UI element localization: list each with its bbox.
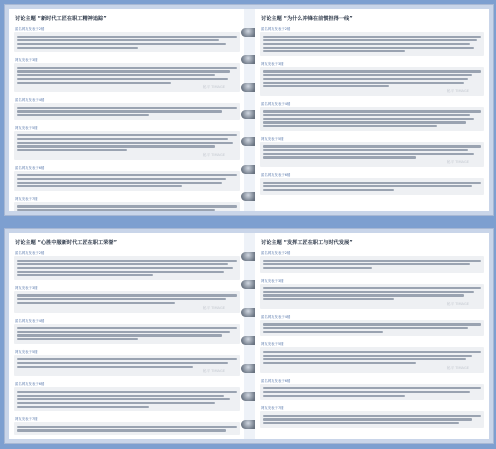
text-line xyxy=(263,156,416,158)
text-line xyxy=(17,67,237,69)
post-header[interactable]: 网友发表于3楼 xyxy=(261,61,284,66)
post-header[interactable]: 匿名网友发表于2楼 xyxy=(261,251,291,255)
text-line xyxy=(263,110,481,112)
text-line xyxy=(17,302,175,304)
post-header[interactable]: 网友发表于7楼 xyxy=(15,196,38,201)
text-line xyxy=(17,138,228,140)
text-line xyxy=(263,182,481,184)
text-line xyxy=(17,78,228,80)
forum-post xyxy=(14,380,240,411)
forum-post xyxy=(14,415,240,435)
post-header[interactable]: 网友发表于7楼 xyxy=(15,417,38,422)
post-header[interactable]: 网友发表于7楼 xyxy=(261,406,284,411)
post-body xyxy=(260,107,484,131)
forum-post xyxy=(14,25,240,52)
post-body xyxy=(14,355,240,377)
post-header[interactable]: 匿名网友发表于6楼 xyxy=(15,382,45,387)
text-line xyxy=(263,358,466,360)
forum-post xyxy=(14,284,240,313)
text-line xyxy=(17,294,237,296)
post-body xyxy=(14,131,240,160)
text-line xyxy=(263,327,468,329)
text-line xyxy=(263,263,470,265)
text-line xyxy=(263,391,470,393)
text-line xyxy=(17,36,237,38)
post-body xyxy=(14,63,240,92)
right-page xyxy=(255,9,489,211)
text-line xyxy=(17,209,215,211)
text-line xyxy=(263,331,383,333)
watermark: 秘平 TIMAGE xyxy=(446,160,469,165)
text-line xyxy=(17,267,233,269)
text-line xyxy=(263,121,466,123)
text-line xyxy=(17,274,153,276)
text-line xyxy=(17,263,228,265)
post-header[interactable]: 网友发表于3楼 xyxy=(15,58,38,63)
forum-post xyxy=(14,317,240,344)
text-line xyxy=(17,429,226,431)
text-line xyxy=(263,145,481,147)
post-header[interactable]: 匿名网友发表于4楼 xyxy=(261,101,291,106)
text-line xyxy=(17,39,219,41)
forum-post xyxy=(260,100,484,131)
text-line xyxy=(17,298,226,300)
text-line xyxy=(263,125,437,127)
post-body xyxy=(260,178,484,195)
post-body xyxy=(260,142,484,167)
post-body xyxy=(260,347,484,372)
text-line xyxy=(17,260,237,262)
text-line xyxy=(263,70,481,72)
text-line xyxy=(263,362,416,364)
text-line xyxy=(263,185,472,187)
text-line xyxy=(263,294,464,296)
post-body xyxy=(260,284,484,309)
text-line xyxy=(17,114,149,116)
text-line xyxy=(17,43,226,45)
text-line xyxy=(17,366,193,368)
forum-post xyxy=(14,56,240,92)
forum-screenshot-bottom xyxy=(4,228,494,444)
text-line xyxy=(263,39,477,41)
text-line xyxy=(17,70,230,72)
post-header[interactable]: 网友发表于5楼 xyxy=(261,342,284,347)
text-line xyxy=(17,334,222,336)
post-body xyxy=(14,387,240,411)
text-line xyxy=(17,271,224,273)
text-line xyxy=(17,391,237,393)
post-header[interactable]: 匿名网友发表于4楼 xyxy=(15,318,45,323)
post-body xyxy=(260,384,484,401)
text-line xyxy=(263,78,468,80)
text-line xyxy=(263,351,481,353)
post-header[interactable]: 匿名网友发表于6楼 xyxy=(15,165,45,170)
text-line xyxy=(17,178,226,180)
post-header[interactable]: 匿名网友发表于4楼 xyxy=(15,98,45,103)
text-line xyxy=(263,395,405,397)
forum-post xyxy=(260,249,484,273)
text-line xyxy=(263,387,481,389)
post-body xyxy=(14,171,240,191)
text-line xyxy=(263,267,372,269)
discussion-title: 讨论主题 “发挥工匠在职工与时代发展” xyxy=(261,240,353,246)
text-line xyxy=(17,110,222,112)
text-line xyxy=(17,107,237,109)
watermark: 秘平 TIMAGE xyxy=(202,305,225,310)
text-line xyxy=(263,260,481,262)
text-line xyxy=(263,50,405,52)
post-header[interactable]: 网友发表于3楼 xyxy=(15,285,38,290)
watermark: 秘平 TIMAGE xyxy=(446,365,469,370)
discussion-title: 讨论主题 “为什么冲锋在前惯担得一线” xyxy=(261,16,353,22)
text-line xyxy=(17,142,233,144)
text-line xyxy=(17,134,237,136)
forum-post xyxy=(14,249,240,280)
text-line xyxy=(263,118,474,120)
text-line xyxy=(263,422,459,424)
text-line xyxy=(17,145,215,147)
text-line xyxy=(17,174,237,176)
forum-post xyxy=(260,171,484,195)
forum-post xyxy=(14,96,240,120)
text-line xyxy=(263,74,472,76)
forum-post xyxy=(260,60,484,96)
post-body xyxy=(260,320,484,337)
post-header[interactable]: 匿名网友发表于6楼 xyxy=(261,173,291,178)
post-body xyxy=(14,422,240,435)
forum-post xyxy=(260,340,484,372)
post-body xyxy=(260,411,484,428)
text-line xyxy=(17,74,215,76)
forum-post xyxy=(260,135,484,167)
text-line xyxy=(17,338,138,340)
text-line xyxy=(17,182,222,184)
text-line xyxy=(17,327,237,329)
text-line xyxy=(263,415,481,417)
left-page xyxy=(9,9,245,211)
text-line xyxy=(263,82,464,84)
text-line xyxy=(263,43,470,45)
forum-post xyxy=(14,195,240,211)
text-line xyxy=(17,426,237,428)
post-header[interactable]: 网友发表于3楼 xyxy=(261,278,284,283)
text-line xyxy=(17,402,215,404)
text-line xyxy=(263,418,472,420)
text-line xyxy=(263,287,481,289)
text-line xyxy=(263,189,394,191)
forum-post xyxy=(260,277,484,309)
watermark: 秘平 TIMAGE xyxy=(202,369,225,374)
text-line xyxy=(17,82,171,84)
post-body xyxy=(14,324,240,344)
text-line xyxy=(263,114,470,116)
post-header[interactable]: 网友发表于5楼 xyxy=(15,125,38,130)
discussion-title: 讨论主题 “心胜中服新时代工匠在职工荣誉” xyxy=(15,240,117,246)
post-body xyxy=(14,32,240,52)
forum-post xyxy=(260,404,484,428)
text-line xyxy=(17,406,149,408)
left-page xyxy=(9,233,245,439)
forum-post xyxy=(260,377,484,401)
text-line xyxy=(263,323,481,325)
watermark: 秘平 TIMAGE xyxy=(202,152,225,157)
text-line xyxy=(17,331,230,333)
post-header[interactable]: 网友发表于5楼 xyxy=(15,349,38,354)
text-line xyxy=(263,47,474,49)
text-line xyxy=(263,149,468,151)
watermark: 秘平 TIMAGE xyxy=(446,301,469,306)
text-line xyxy=(17,47,138,49)
text-line xyxy=(17,358,237,360)
text-line xyxy=(263,85,389,87)
forum-post xyxy=(14,348,240,377)
forum-post xyxy=(260,25,484,56)
post-body xyxy=(260,67,484,96)
post-header[interactable]: 匿名网友发表于2楼 xyxy=(261,27,291,31)
text-line xyxy=(17,362,228,364)
forum-post xyxy=(14,124,240,160)
post-body xyxy=(14,202,240,211)
post-body xyxy=(260,256,484,273)
text-line xyxy=(263,36,481,38)
text-line xyxy=(263,291,474,293)
text-line xyxy=(17,149,127,151)
post-body xyxy=(14,291,240,313)
forum-screenshot-top xyxy=(4,4,494,216)
text-line xyxy=(263,153,474,155)
watermark: 秘平 TIMAGE xyxy=(202,85,225,90)
discussion-title: 讨论主题 “新时代工匠在职工精神追踪” xyxy=(15,16,107,22)
post-header[interactable]: 匿名网友发表于2楼 xyxy=(15,251,45,255)
text-line xyxy=(17,185,182,187)
post-body xyxy=(14,256,240,280)
post-header[interactable]: 匿名网友发表于4楼 xyxy=(261,314,291,319)
post-header[interactable]: 网友发表于5楼 xyxy=(261,136,284,141)
text-line xyxy=(17,398,230,400)
text-line xyxy=(17,205,237,207)
right-page xyxy=(255,233,489,439)
text-line xyxy=(263,355,472,357)
post-body xyxy=(260,32,484,56)
post-header[interactable]: 匿名网友发表于2楼 xyxy=(15,27,45,31)
watermark: 秘平 TIMAGE xyxy=(446,88,469,93)
forum-post xyxy=(14,164,240,191)
forum-post xyxy=(260,313,484,337)
post-header[interactable]: 匿名网友发表于6楼 xyxy=(261,378,291,383)
text-line xyxy=(263,298,394,300)
post-body xyxy=(14,103,240,120)
text-line xyxy=(17,395,224,397)
